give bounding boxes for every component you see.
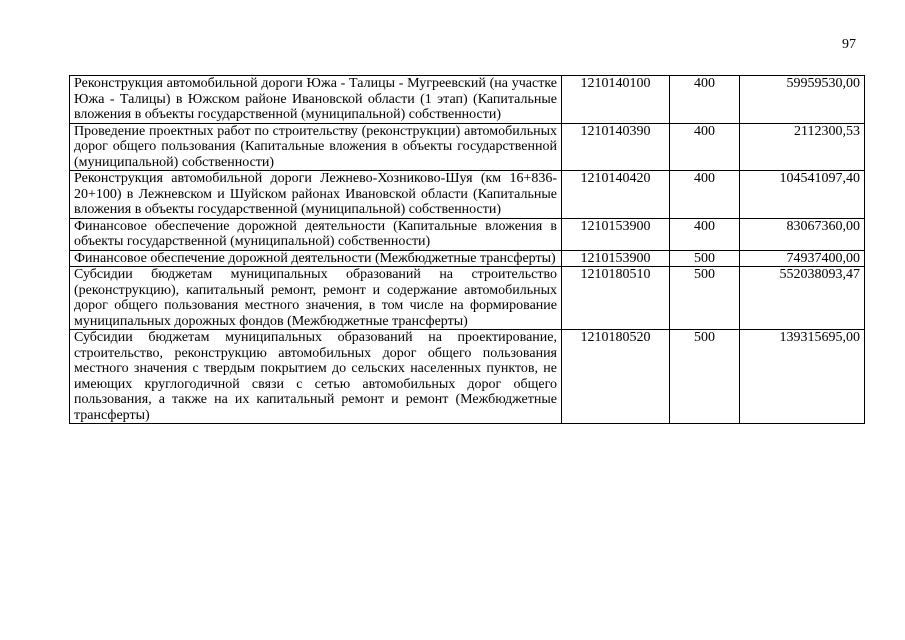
amount-cell: 74937400,00: [740, 250, 865, 267]
target-code-cell: 1210180520: [562, 330, 670, 424]
target-code-cell: 1210140420: [562, 171, 670, 219]
table-row: [70, 218, 865, 250]
target-code-cell: 1210153900: [562, 250, 670, 267]
amount-cell: 104541097,40: [740, 171, 865, 219]
expense-name-cell: Реконструкция автомобильной дороги Лежнево-Хозниково-Шуя (км 16+836-20+100) в Лежневском и Шуйском районах Ивановской области (Капитальные вложения в объекты государственной (муниципальной) собственности): [70, 171, 562, 219]
expense-type-cell: 400: [670, 123, 740, 171]
expense-name-cell: Реконструкция автомобильной дороги Южа - Талицы - Мугреевский (на участке Южа - Талицы) в Южском районе Ивановской области (1 этап) (Капитальные вложения в объекты государственной (муниципальной) собственности): [70, 76, 562, 124]
expense-type-cell: 400: [670, 76, 740, 124]
expense-type-cell: 500: [670, 267, 740, 330]
target-code-cell: 1210180510: [562, 267, 670, 330]
target-code-cell: 1210153900: [562, 218, 670, 250]
target-code-cell: 1210140100: [562, 76, 670, 124]
expense-type-cell: 500: [670, 250, 740, 267]
table-row: [70, 171, 865, 219]
table-row: [70, 267, 865, 330]
expense-name-cell: Проведение проектных работ по строительству (реконструкции) автомобильных дорог общего пользования (Капитальные вложения в объекты государственной (муниципальной) собственности): [70, 123, 562, 171]
amount-cell: 83067360,00: [740, 218, 865, 250]
expense-type-cell: 400: [670, 218, 740, 250]
expense-name-cell: Субсидии бюджетам муниципальных образований на проектирование, строительство, реконструкцию автомобильных дорог общего пользования местного значения с твердым покрытием до сельских населенных пунктов, не имеющих круглогодичной связи с сетью автомобильных дорог общего пользования, а также на их капитальный ремонт и ремонт (Межбюджетные трансферты): [70, 330, 562, 424]
amount-cell: 2112300,53: [740, 123, 865, 171]
expense-name-cell: Финансовое обеспечение дорожной деятельности (Межбюджетные трансферты): [70, 250, 562, 267]
table-row: [70, 330, 865, 424]
amount-cell: 139315695,00: [740, 330, 865, 424]
expense-type-cell: 500: [670, 330, 740, 424]
amount-cell: 552038093,47: [740, 267, 865, 330]
table-row: [70, 250, 865, 267]
table-row: [70, 76, 865, 124]
page-number: 97: [842, 37, 856, 52]
table-row: [70, 123, 865, 171]
expense-name-cell: Субсидии бюджетам муниципальных образований на строительство (реконструкцию), капитальный ремонт, ремонт и содержание автомобильных дорог общего пользования местного значения, в том числе на формирование муниципальных дорожных фондов (Межбюджетные трансферты): [70, 267, 562, 330]
expense-type-cell: 400: [670, 171, 740, 219]
expense-name-cell: Финансовое обеспечение дорожной деятельности (Капитальные вложения в объекты государственной (муниципальной) собственности): [70, 218, 562, 250]
budget-table: [69, 75, 865, 424]
target-code-cell: 1210140390: [562, 123, 670, 171]
amount-cell: 59959530,00: [740, 76, 865, 124]
